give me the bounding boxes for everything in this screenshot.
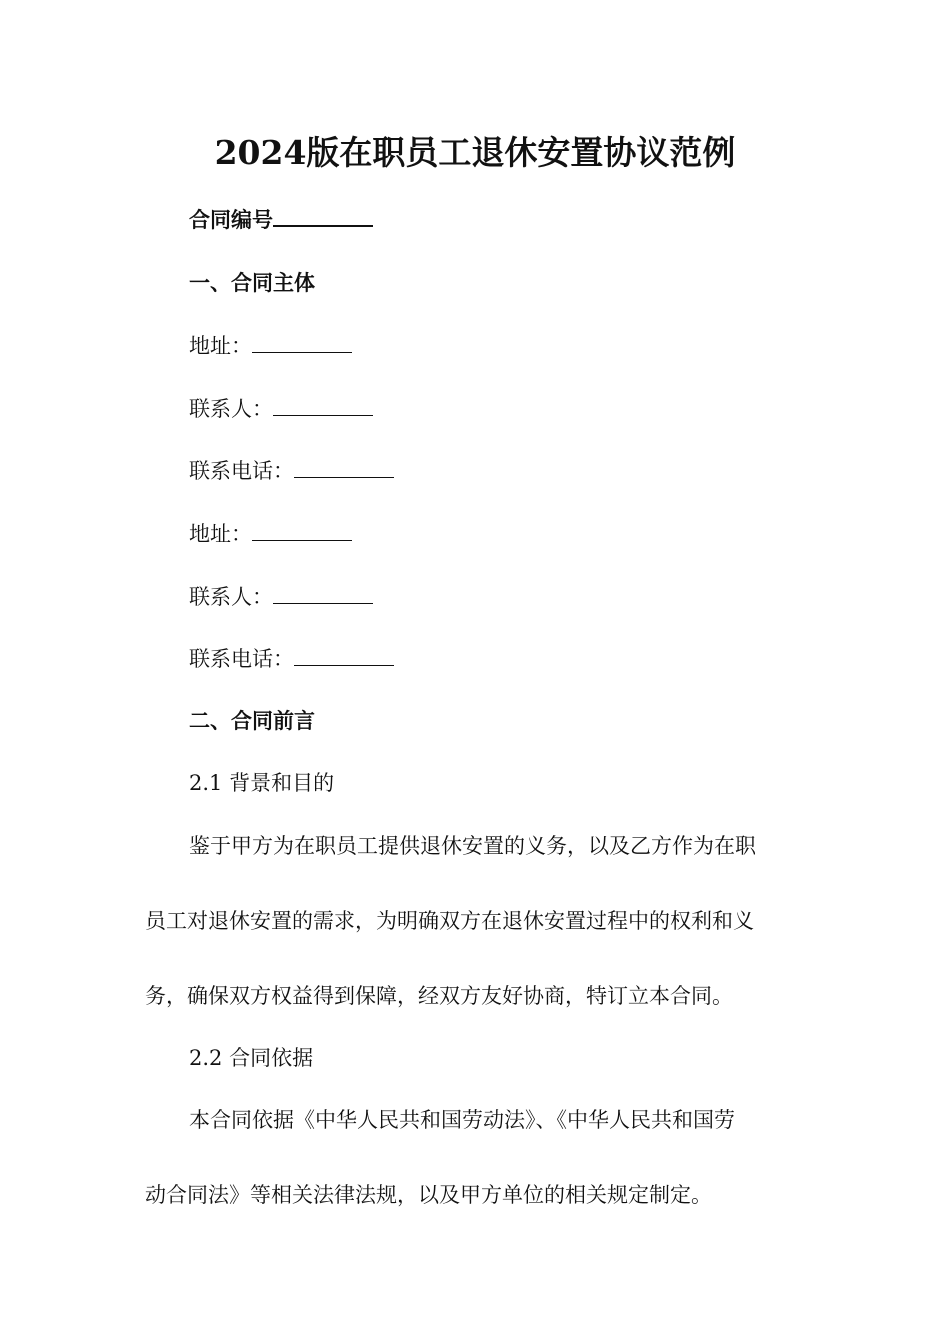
party-a-contact-blank <box>273 397 373 416</box>
party-b-contact-label: 联系人： <box>189 585 273 609</box>
paragraph-2-1-line: 务，确保双方权益得到保障，经双方友好协商，特订立本合同。 <box>145 984 733 1008</box>
party-b-address-line <box>189 519 352 549</box>
paragraph-2-1-line: 员工对退休安置的需求，为明确双方在退休安置过程中的权利和义 <box>145 909 754 933</box>
party-b-address-blank <box>252 522 352 541</box>
party-b-phone-line <box>189 644 394 674</box>
party-a-address-label: 地址： <box>189 334 252 358</box>
party-b-phone-blank <box>294 647 394 666</box>
section2-heading: 二、合同前言 <box>189 708 315 733</box>
paragraph-2-1-line: 鉴于甲方为在职员工提供退休安置的义务，以及乙方作为在职 <box>189 834 756 858</box>
party-a-contact-line <box>189 394 373 424</box>
contract-number-label: 合同编号 <box>189 207 273 232</box>
party-a-address-line <box>189 331 352 361</box>
subsection-2-1-heading: 2.1 背景和目的 <box>189 771 335 795</box>
paragraph-2-2-line: 动合同法》等相关法律法规，以及甲方单位的相关规定制定。 <box>145 1183 712 1207</box>
paragraph-2-2-line: 本合同依据《中华人民共和国劳动法》、《中华人民共和国劳 <box>189 1108 735 1132</box>
party-b-address-label: 地址： <box>189 522 252 546</box>
party-a-contact-label: 联系人： <box>189 397 273 421</box>
section1-heading: 一、合同主体 <box>189 270 315 295</box>
contract-number-line <box>189 205 373 235</box>
party-a-address-blank <box>252 334 352 353</box>
party-a-phone-label: 联系电话： <box>189 459 294 483</box>
document-title: 2024版在职员工退休安置协议范例 <box>214 133 736 172</box>
party-b-phone-label: 联系电话： <box>189 647 294 671</box>
party-a-phone-blank <box>294 459 394 478</box>
party-b-contact-blank <box>273 585 373 604</box>
subsection-2-2-heading: 2.2 合同依据 <box>189 1046 314 1070</box>
contract-number-blank <box>273 207 373 227</box>
party-a-phone-line <box>189 456 394 486</box>
party-b-contact-line <box>189 582 373 612</box>
